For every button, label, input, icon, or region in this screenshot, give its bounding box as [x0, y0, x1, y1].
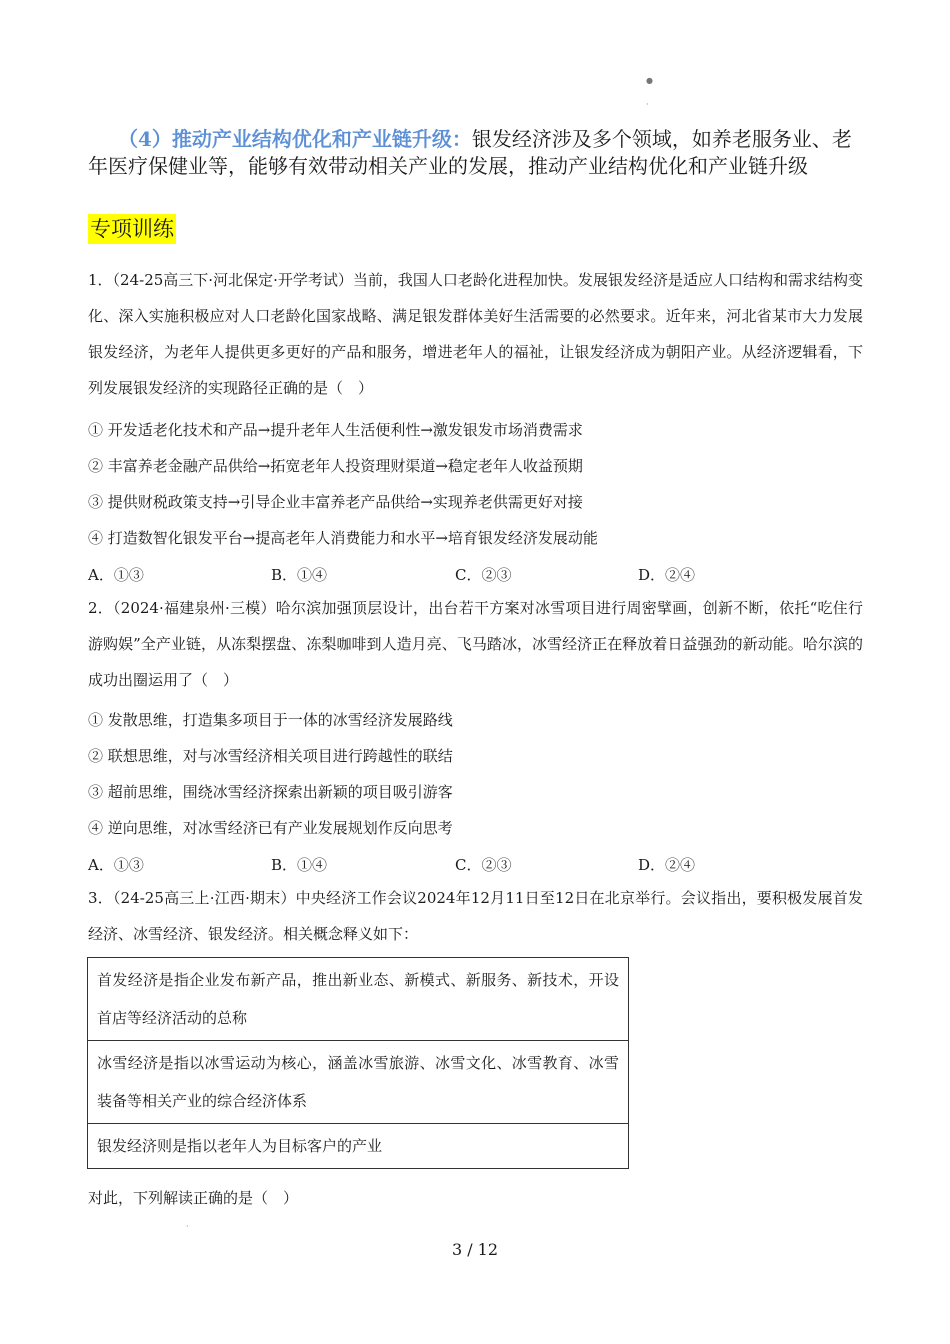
table-row [88, 1124, 629, 1169]
table-row [88, 1041, 629, 1124]
question-2-choices [88, 854, 788, 874]
question-1-option: ② 丰富养老金融产品供给→拓宽老年人投资理财渠道→稳定老年人收益预期 [88, 457, 583, 475]
choice-b: B．①④ [271, 856, 328, 874]
question-2-option: ① 发散思维，打造集多项目于一体的冰雪经济发展路线 [88, 711, 453, 729]
page-number: 3 / 12 [451, 1240, 499, 1259]
question-3-tail: 对此，下列解读正确的是（ ） [88, 1189, 299, 1207]
question-1-option: ④ 打造数智化银发平台→提高老年人消费能力和水平→培育银发经济发展动能 [88, 529, 598, 547]
choice-c: C．②③ [455, 856, 512, 874]
choice-c: C．②③ [455, 566, 512, 584]
table-cell: 首发经济是指企业发布新产品，推出新业态、新模式、新服务、新技术，开设首店等经济活动的总称 [88, 958, 629, 1041]
artifact-dot: · [186, 1222, 189, 1231]
choice-b: B．①④ [271, 566, 328, 584]
section-4-paragraph [88, 126, 868, 180]
question-1-option: ① 开发适老化技术和产品→提升老年人生活便利性→激发银发市场消费需求 [88, 421, 583, 439]
artifact-dot: ● [646, 76, 653, 85]
section-4-text: 银发经济涉及多个领域，如养老服务业、老年医疗保健业等，能够有效带动相关产业的发展，推动产业结构优化和产业链升级 [88, 127, 852, 178]
choice-d: D．②④ [638, 566, 696, 584]
section-heading: 专项训练 [88, 214, 176, 244]
choice-a: A．①③ [88, 566, 144, 584]
question-1-option: ③ 提供财税政策支持→引导企业丰富养老产品供给→实现养老供需更好对接 [88, 493, 583, 511]
choice-d: D．②④ [638, 856, 696, 874]
question-2-option: ③ 超前思维，围绕冰雪经济探索出新颖的项目吸引游客 [88, 783, 453, 801]
artifact-dot: · [646, 100, 649, 109]
question-1-choices [88, 564, 788, 584]
definitions-table [87, 957, 629, 1169]
question-2-stem: 2．（2024·福建泉州·三模）哈尔滨加强顶层设计，出台若干方案对冰雪项目进行周密擘画，创新不断，依托“吃住行游购娱”全产业链，从冻梨摆盘、冻梨咖啡到人造月亮、飞马踏冰，冰雪经济正在释放着日益强劲的新动能。哈尔滨的成功出圈运用了（ ） [88, 599, 863, 689]
choice-a: A．①③ [88, 856, 144, 874]
question-1-stem: 1．（24-25高三下·河北保定·开学考试）当前，我国人口老龄化进程加快。发展银发经济是适应人口结构和需求结构变化、深入实施积极应对人口老龄化国家战略、满足银发群体美好生活需要的必然要求。近年来，河北省某市大力发展银发经济，为老年人提供更多更好的产品和服务，增进老年人的福祉，让银发经济成为朝阳产业。从经济逻辑看，下列发展银发经济的实现路径正确的是（ ） [88, 271, 863, 397]
section-4-label: （4）推动产业结构优化和产业链升级： [118, 127, 472, 151]
table-cell: 冰雪经济是指以冰雪运动为核心，涵盖冰雪旅游、冰雪文化、冰雪教育、冰雪装备等相关产业的综合经济体系 [88, 1041, 629, 1124]
question-2-option: ② 联想思维，对与冰雪经济相关项目进行跨越性的联结 [88, 747, 453, 765]
question-2-option: ④ 逆向思维，对冰雪经济已有产业发展规划作反向思考 [88, 819, 453, 837]
table-row [88, 958, 629, 1041]
table-cell: 银发经济则是指以老年人为目标客户的产业 [88, 1124, 629, 1169]
question-3-stem: 3．（24-25高三上·江西·期末）中央经济工作会议2024年12月11日至12日在北京举行。会议指出，要积极发展首发经济、冰雪经济、银发经济。相关概念释义如下： [88, 889, 863, 943]
